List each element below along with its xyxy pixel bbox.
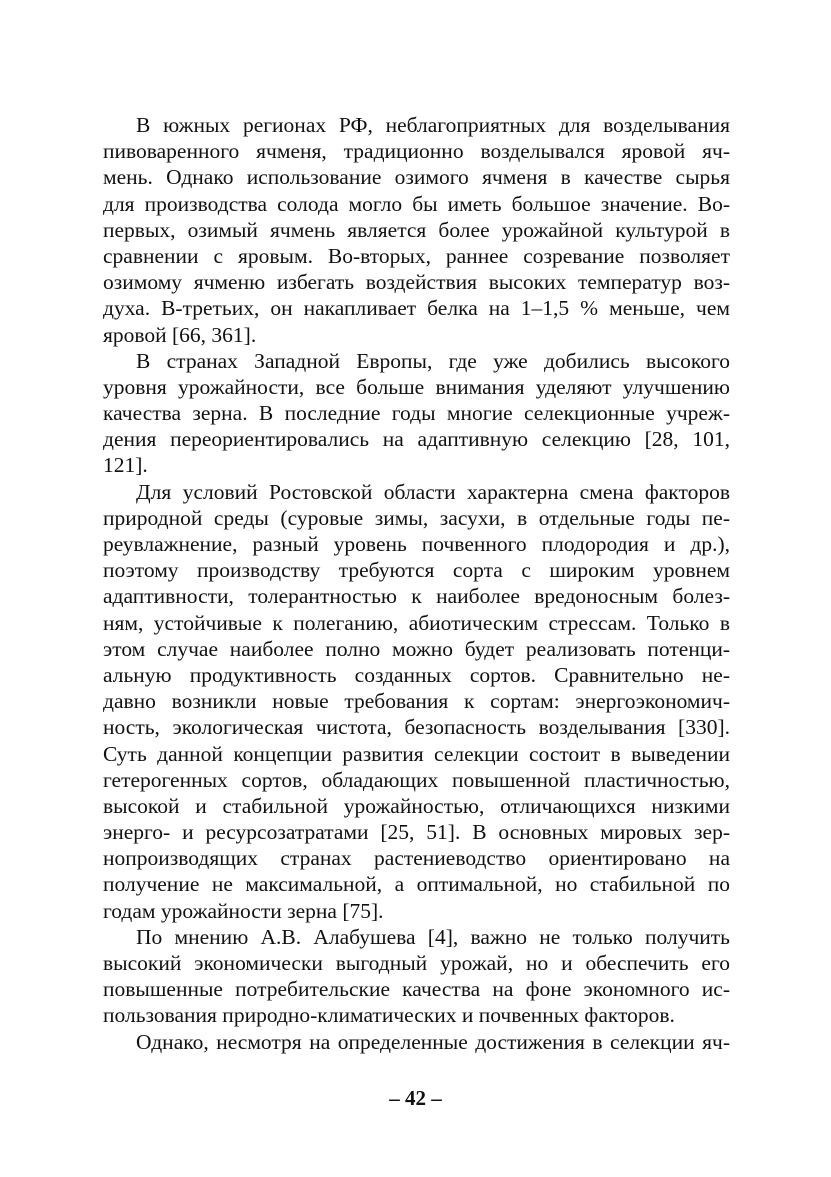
text-line: пользования природно-климатических и почвенных факторов. xyxy=(103,1003,675,1028)
text-line: озимому ячменю избегать воздействия высоких температур воз- xyxy=(103,270,730,295)
text-line: Однако, несмотря на определенные достижения в селекции яч- xyxy=(136,1029,730,1054)
text-line: повышенные потребительские качества на фоне экономного ис- xyxy=(103,977,730,1002)
paragraph-4 xyxy=(103,924,730,1029)
text-line: духа. В-третьих, он накапливает белка на 1–1,5 % меньше, чем xyxy=(103,296,730,321)
text-line: давно возникли новые требования к сортам: энергоэкономич- xyxy=(103,689,730,714)
text-line: качества зерна. В последние годы многие селекционные учреж- xyxy=(103,401,730,426)
paragraph-1 xyxy=(103,112,730,348)
document-body xyxy=(103,112,730,1055)
text-line: для производства солода могло бы иметь большое значение. Во- xyxy=(103,191,730,216)
text-line: гетерогенных сортов, обладающих повышенной пластичностью, xyxy=(103,767,730,792)
text-line: поэтому производству требуются сорта с широким уровнем xyxy=(103,558,730,583)
text-line: нопроизводящих странах растениеводство ориентировано на xyxy=(103,846,730,871)
paragraph-2 xyxy=(103,348,730,479)
text-line: дения переориентировались на адаптивную селекцию [28, 101, xyxy=(103,427,730,452)
text-line: высокой и стабильной урожайностью, отличающихся низкими xyxy=(103,793,730,818)
text-line: первых, озимый ячмень является более урожайной культурой в xyxy=(103,217,730,242)
text-line: высокий экономически выгодный урожай, но и обеспечить его xyxy=(103,951,730,975)
text-line: сравнении с яровым. Во-вторых, раннее созревание позволяет xyxy=(103,243,730,268)
text-line: реувлажнение, разный уровень почвенного плодородия и др.), xyxy=(103,532,730,556)
text-line: годам урожайности зерна [75]. xyxy=(103,898,384,923)
text-line: получение не максимальной, а оптимальной, но стабильной по xyxy=(103,872,730,897)
paragraph-3 xyxy=(103,479,730,924)
text-line: уровня урожайности, все больше внимания уделяют улучшению xyxy=(103,374,730,399)
text-line: 121]. xyxy=(103,453,148,478)
text-line: ность, экологическая чистота, безопасность возделывания [330]. xyxy=(103,715,730,740)
text-line: адаптивности, толерантностью к наиболее вредоносным болез- xyxy=(103,584,730,609)
text-line: этом случае наиболее полно можно будет реализовать потенци- xyxy=(103,636,730,661)
text-line: В странах Западной Европы, где уже добились высокого xyxy=(136,348,730,373)
text-line: ням, устойчивые к полеганию, абиотическим стрессам. Только в xyxy=(103,610,730,635)
text-line: яровой [66, 361]. xyxy=(103,322,257,347)
text-line: альную продуктивность созданных сортов. Сравнительно не- xyxy=(103,662,730,687)
text-line: Для условий Ростовской области характерна смена факторов xyxy=(136,479,730,504)
text-line: энерго- и ресурсозатратами [25, 51]. В основных мировых зер- xyxy=(103,820,730,845)
text-line: По мнению А.В. Алабушева [4], важно не только получить xyxy=(136,924,730,949)
text-line: природной среды (суровые зимы, засухи, в отдельные годы пе- xyxy=(103,505,730,530)
paragraph-5 xyxy=(103,1029,730,1055)
text-line: Суть данной концепции развития селекции состоит в выведении xyxy=(103,741,730,766)
text-line: В южных регионах РФ, неблагоприятных для возделывания xyxy=(136,113,730,137)
text-line: пивоваренного ячменя, традиционно возделывался яровой яч- xyxy=(103,139,730,164)
page-number: – 42 – xyxy=(389,1086,442,1110)
text-line: мень. Однако использование озимого ячменя в качестве сырья xyxy=(103,165,730,190)
